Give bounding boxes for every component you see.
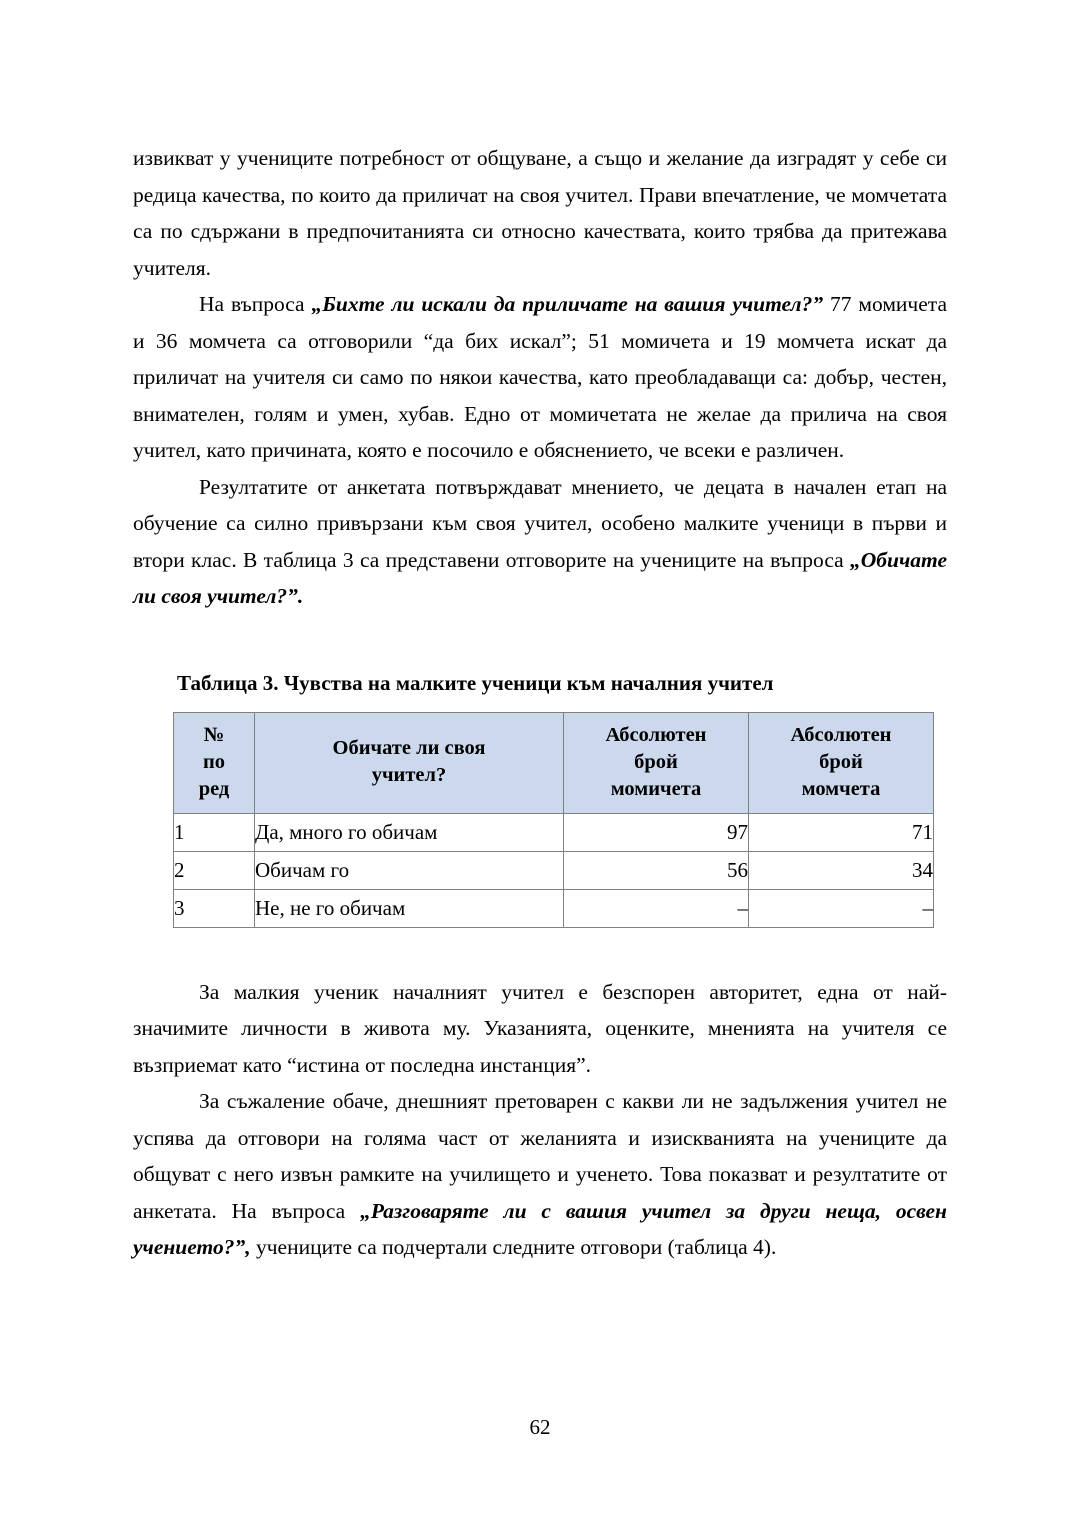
cell-boys-count: 34 (749, 851, 934, 889)
cell-answer: Не, не го обичам (255, 889, 564, 927)
paragraph-results (133, 469, 947, 615)
paragraph-authority: За малкия ученик началният учител е безспорен авторитет, една от най-значимите личности в живота му. Указанията, оценките, мненията на учителя се възприемат като “истина от последна инстанция”. (133, 979, 947, 1077)
header-cell-girls-count (564, 712, 749, 813)
table-row (174, 851, 934, 889)
header-cell-row-number (174, 712, 255, 813)
cell-answer: Да, много го обичам (255, 813, 564, 851)
header-cell-question (255, 712, 564, 813)
header-line-3: ред (198, 777, 230, 800)
text-block-before-table (133, 140, 947, 615)
header-line-1: Абсолютен (790, 723, 892, 746)
emphasis-question-two: „Обичате ли своя учител?”. (133, 547, 947, 608)
paragraph-lead-in: На въпроса (199, 292, 312, 316)
header-line-1: № (203, 723, 225, 746)
header-line-2: брой (819, 750, 863, 773)
paragraph-question-one (133, 286, 947, 469)
paragraph-question-one-rest: 77 момичета и 36 момчета са отговорили “да бих искал”; 51 момичета и 19 момчета искат да приличат на учителя си само по някои качества, като преобладаващи са: добър, честен, внимателен, голям и умен, хубав. Едно от момичетата не желае да прилича на своя учител, като причината, която е посочило е обяснението, че всеки е различен. (133, 292, 947, 462)
survey-table (173, 712, 934, 928)
cell-row-number: 2 (174, 851, 255, 889)
header-line-3: момчета (801, 777, 881, 800)
table-header-row (174, 712, 934, 813)
paragraph-question-three (133, 1083, 947, 1266)
paragraph-intro: извикват у учениците потребност от общуване, а също и желание да изградят у себе си редица качества, по които да приличат на своя учител. Прави впечатление, че момчетата са по сдържани в предпочитанията си относно качествата, които трябва да притежава учителя. (133, 146, 947, 280)
page-number: 62 (529, 1415, 551, 1439)
paragraph-question-three-rest: учениците са подчертали следните отговори (таблица 4). (255, 1235, 777, 1259)
cell-boys-count: 71 (749, 813, 934, 851)
header-line-2: учител? (371, 764, 447, 786)
cell-answer: Обичам го (255, 851, 564, 889)
header-line-2: по (202, 750, 226, 773)
paragraph-results-text: Резултатите от анкетата потвърждават мнението, че децата в начален етап на обучение са силно привързани към своя учител, особено малките ученици в първи и втори клас. В таблица 3 са представени отговорите на учениците на въпроса (133, 474, 947, 572)
header-line-1: Абсолютен (605, 723, 707, 746)
cell-girls-count: 97 (564, 813, 749, 851)
text-block-after-table (133, 974, 947, 1266)
table-header-row-group (174, 712, 934, 813)
table-caption: Таблица 3. Чувства на малките ученици към началния учител (177, 670, 774, 695)
table-body (174, 813, 934, 927)
cell-row-number: 3 (174, 889, 255, 927)
paragraph-question-three-lead: За съжаление обаче, днешният претоварен с какви ли не задължения учител не успява да отговори на голяма част от желанията и изискванията на учениците да общуват с него извън рамките на училището и ученето. Това показват и резултатите от анкетата. На въпроса (133, 1089, 947, 1223)
header-cell-boys-count (749, 712, 934, 813)
cell-girls-count: – (564, 889, 749, 927)
table-row (174, 813, 934, 851)
header-line-1: Обичате ли своя (332, 737, 486, 759)
header-line-3: момичета (610, 777, 702, 800)
emphasis-question-three: „Разговаряте ли с вашия учител за други неща, освен учението?”, (133, 1198, 947, 1259)
cell-girls-count: 56 (564, 851, 749, 889)
table-row (174, 889, 934, 927)
header-line-2: брой (634, 750, 678, 773)
emphasis-question-one: „Бихте ли искали да приличате на вашия учител?” (311, 292, 824, 316)
cell-row-number: 1 (174, 813, 255, 851)
cell-boys-count: – (749, 889, 934, 927)
